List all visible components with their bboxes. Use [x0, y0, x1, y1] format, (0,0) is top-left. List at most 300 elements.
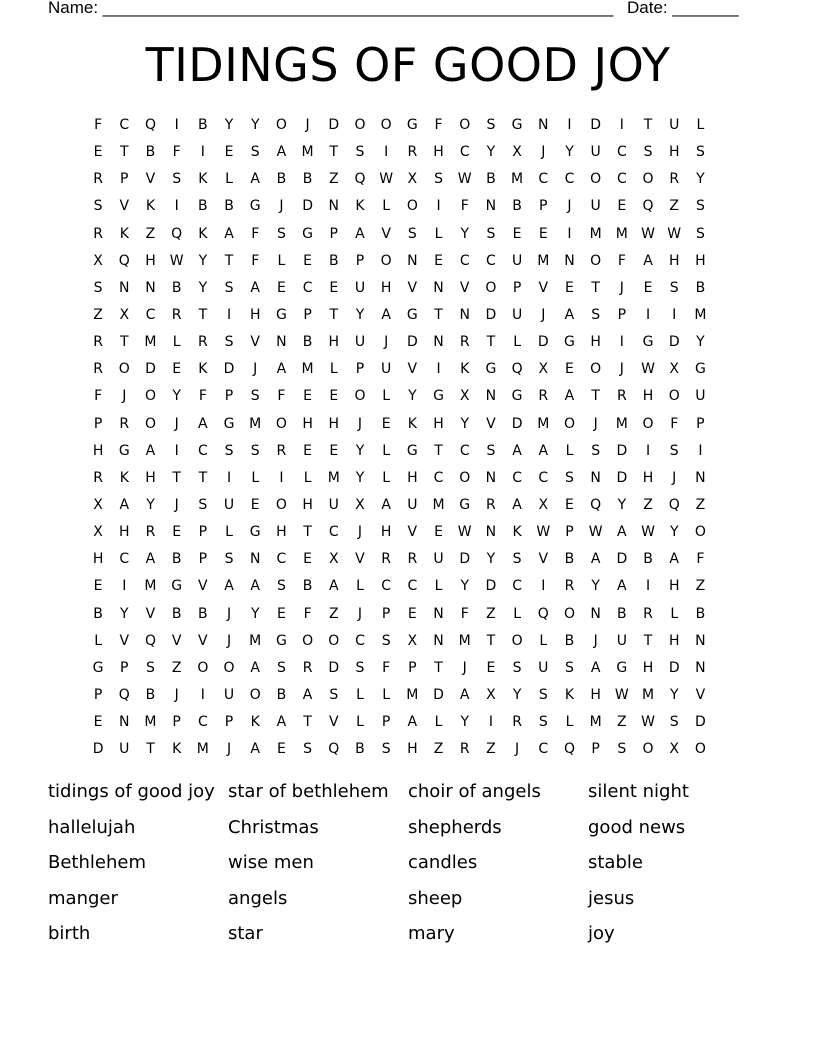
grid-cell[interactable]: O — [354, 117, 366, 133]
grid-cell[interactable]: S — [538, 686, 548, 703]
grid-cell[interactable]: B — [198, 117, 208, 133]
grid-cell[interactable]: W — [457, 171, 472, 188]
grid-cell[interactable]: R — [616, 388, 627, 405]
grid-cell[interactable]: Z — [328, 605, 339, 622]
grid-cell[interactable]: R — [459, 334, 470, 351]
grid-cell[interactable]: H — [92, 442, 104, 459]
grid-cell[interactable]: W — [641, 225, 655, 242]
grid-cell[interactable]: O — [642, 415, 654, 432]
grid-cell[interactable]: Z — [486, 741, 496, 758]
grid-cell[interactable]: U — [695, 388, 706, 405]
grid-cell[interactable]: X — [538, 496, 549, 513]
grid-cell[interactable]: B — [171, 279, 182, 296]
grid-cell[interactable]: G — [511, 117, 523, 133]
grid-cell[interactable]: X — [407, 171, 418, 188]
grid-cell[interactable]: S — [276, 225, 286, 242]
grid-cell[interactable]: M — [144, 578, 157, 595]
grid-cell[interactable]: N — [485, 469, 497, 486]
grid-cell[interactable]: O — [275, 117, 287, 133]
grid-cell[interactable]: L — [434, 225, 443, 242]
grid-cell[interactable]: L — [356, 686, 364, 703]
grid-cell[interactable]: B — [171, 551, 182, 568]
grid-cell[interactable]: S — [591, 442, 601, 459]
grid-cell[interactable]: T — [434, 306, 443, 323]
grid-cell[interactable]: E — [172, 361, 182, 378]
grid-cell[interactable]: L — [513, 605, 521, 622]
grid-cell[interactable]: S — [695, 198, 705, 215]
grid-cell[interactable]: N — [407, 252, 418, 269]
grid-cell[interactable]: Z — [486, 605, 496, 622]
grid-cell[interactable]: C — [459, 252, 470, 269]
grid-cell[interactable]: Y — [355, 469, 365, 486]
grid-cell[interactable]: E — [565, 496, 574, 513]
grid-cell[interactable]: T — [198, 306, 208, 323]
grid-cell[interactable]: A — [512, 442, 522, 459]
grid-cell[interactable]: S — [643, 144, 653, 161]
grid-cell[interactable]: F — [198, 388, 207, 405]
grid-cell[interactable]: V — [355, 551, 365, 568]
grid-cell[interactable]: L — [277, 252, 286, 269]
grid-cell[interactable]: I — [226, 306, 232, 323]
grid-cell[interactable]: Z — [93, 306, 103, 323]
grid-cell[interactable]: I — [698, 442, 703, 459]
grid-cell[interactable]: E — [565, 279, 574, 296]
grid-cell[interactable]: G — [406, 306, 418, 323]
grid-cell[interactable]: E — [303, 551, 313, 568]
grid-cell[interactable]: E — [276, 279, 286, 296]
grid-cell[interactable]: L — [434, 714, 443, 731]
grid-cell[interactable]: C — [328, 524, 339, 541]
grid-cell[interactable]: Z — [617, 714, 627, 731]
grid-cell[interactable]: U — [590, 144, 601, 161]
grid-cell[interactable]: O — [197, 659, 209, 676]
grid-cell[interactable]: G — [694, 361, 706, 378]
grid-cell[interactable]: J — [226, 605, 232, 622]
grid-cell[interactable]: A — [302, 686, 313, 703]
grid-cell[interactable]: C — [119, 551, 130, 568]
grid-cell[interactable]: H — [590, 686, 601, 703]
grid-cell[interactable]: O — [275, 415, 287, 432]
grid-cell[interactable]: T — [486, 334, 496, 351]
grid-cell[interactable]: T — [329, 144, 339, 161]
grid-cell[interactable]: H — [668, 632, 680, 649]
grid-cell[interactable]: Y — [460, 714, 469, 731]
grid-cell[interactable]: E — [303, 388, 313, 405]
grid-cell[interactable]: J — [462, 659, 467, 676]
grid-cell[interactable]: G — [92, 659, 104, 676]
grid-cell[interactable]: G — [302, 225, 314, 242]
grid-cell[interactable]: N — [695, 632, 706, 649]
grid-cell[interactable]: S — [224, 334, 234, 351]
grid-cell[interactable]: B — [617, 605, 627, 622]
grid-cell[interactable]: G — [171, 578, 183, 595]
grid-cell[interactable]: B — [355, 741, 365, 758]
grid-cell[interactable]: I — [122, 578, 127, 595]
grid-cell[interactable]: S — [669, 442, 679, 459]
grid-cell[interactable]: Z — [643, 496, 653, 513]
grid-cell[interactable]: J — [619, 279, 624, 296]
grid-cell[interactable]: F — [617, 252, 626, 269]
grid-cell[interactable]: Q — [144, 117, 156, 133]
grid-cell[interactable]: Q — [118, 686, 130, 703]
grid-cell[interactable]: E — [303, 442, 313, 459]
grid-cell[interactable]: A — [224, 578, 234, 595]
grid-cell[interactable]: N — [433, 279, 444, 296]
grid-cell[interactable]: A — [590, 659, 601, 676]
grid-cell[interactable]: J — [619, 361, 624, 378]
grid-cell[interactable]: O — [642, 171, 654, 188]
grid-cell[interactable]: A — [198, 415, 208, 432]
grid-cell[interactable]: M — [432, 496, 445, 513]
grid-cell[interactable]: Y — [565, 144, 574, 161]
grid-cell[interactable]: M — [615, 225, 628, 242]
grid-cell[interactable]: B — [171, 605, 182, 622]
grid-cell[interactable]: B — [302, 334, 313, 351]
grid-cell[interactable]: G — [118, 442, 130, 459]
grid-cell[interactable]: A — [276, 144, 287, 161]
grid-cell[interactable]: S — [381, 632, 391, 649]
grid-cell[interactable]: I — [567, 225, 572, 242]
grid-cell[interactable]: S — [250, 388, 260, 405]
grid-cell[interactable]: X — [119, 306, 130, 323]
grid-cell[interactable]: R — [381, 551, 392, 568]
grid-cell[interactable]: I — [541, 578, 546, 595]
grid-cell[interactable]: F — [251, 225, 260, 242]
grid-cell[interactable]: Y — [146, 496, 155, 513]
grid-cell[interactable]: O — [694, 741, 706, 758]
grid-cell[interactable]: B — [276, 171, 287, 188]
grid-cell[interactable]: H — [433, 415, 444, 432]
grid-cell[interactable]: S — [329, 686, 339, 703]
grid-cell[interactable]: A — [512, 496, 522, 513]
grid-cell[interactable]: X — [93, 524, 103, 541]
grid-cell[interactable]: Y — [591, 578, 600, 595]
grid-cell[interactable]: G — [249, 198, 261, 215]
grid-cell[interactable]: R — [669, 171, 680, 188]
grid-cell[interactable]: B — [145, 144, 156, 161]
grid-cell[interactable]: X — [407, 632, 418, 649]
grid-cell[interactable]: E — [329, 442, 339, 459]
grid-cell[interactable]: H — [668, 578, 680, 595]
grid-cell[interactable]: D — [485, 578, 497, 595]
grid-cell[interactable]: I — [645, 442, 651, 459]
grid-cell[interactable]: E — [329, 279, 339, 296]
grid-cell[interactable]: J — [253, 361, 258, 378]
grid-cell[interactable]: A — [250, 279, 260, 296]
grid-cell[interactable]: U — [119, 741, 130, 758]
grid-cell[interactable]: A — [145, 442, 156, 459]
grid-cell[interactable]: M — [641, 686, 655, 703]
grid-cell[interactable]: F — [696, 551, 705, 568]
grid-cell[interactable]: N — [538, 117, 549, 133]
grid-cell[interactable]: U — [223, 496, 235, 513]
grid-cell[interactable]: A — [145, 551, 156, 568]
grid-cell[interactable]: H — [92, 551, 104, 568]
grid-cell[interactable]: P — [591, 741, 600, 758]
grid-cell[interactable]: S — [146, 659, 155, 676]
grid-cell[interactable]: N — [276, 334, 287, 351]
grid-cell[interactable]: P — [355, 252, 365, 269]
grid-cell[interactable]: T — [329, 306, 339, 323]
grid-cell[interactable]: R — [93, 334, 103, 351]
grid-cell[interactable]: B — [224, 198, 234, 215]
grid-cell[interactable]: M — [249, 632, 262, 649]
grid-cell[interactable]: N — [695, 659, 706, 676]
grid-cell[interactable]: S — [250, 144, 260, 161]
grid-cell[interactable]: B — [198, 605, 208, 622]
grid-cell[interactable]: D — [406, 334, 418, 351]
grid-cell[interactable]: P — [381, 605, 391, 622]
grid-cell[interactable]: K — [355, 198, 365, 215]
grid-cell[interactable]: C — [407, 578, 418, 595]
grid-cell[interactable]: H — [668, 144, 680, 161]
grid-cell[interactable]: Y — [355, 306, 365, 323]
grid-cell[interactable]: Q — [668, 496, 680, 513]
grid-cell[interactable]: I — [174, 117, 179, 133]
grid-cell[interactable]: N — [590, 469, 601, 486]
grid-cell[interactable]: R — [407, 551, 418, 568]
grid-cell[interactable]: J — [541, 144, 546, 161]
grid-cell[interactable]: D — [328, 659, 340, 676]
grid-cell[interactable]: T — [303, 524, 312, 541]
grid-cell[interactable]: U — [616, 632, 627, 649]
grid-cell[interactable]: A — [355, 225, 365, 242]
grid-cell[interactable]: J — [357, 605, 363, 622]
grid-cell[interactable]: P — [120, 171, 129, 188]
grid-cell[interactable]: A — [250, 741, 260, 758]
grid-cell[interactable]: H — [119, 524, 130, 541]
grid-cell[interactable]: V — [459, 279, 470, 296]
grid-cell[interactable]: A — [538, 442, 549, 459]
grid-cell[interactable]: Y — [460, 415, 469, 432]
grid-cell[interactable]: O — [144, 388, 156, 405]
grid-cell[interactable]: A — [564, 306, 575, 323]
grid-cell[interactable]: X — [355, 496, 365, 513]
grid-cell[interactable]: P — [329, 225, 338, 242]
grid-cell[interactable]: M — [144, 334, 157, 351]
grid-cell[interactable]: F — [460, 198, 469, 215]
grid-cell[interactable]: P — [512, 279, 522, 296]
grid-cell[interactable]: L — [382, 442, 391, 459]
grid-cell[interactable]: B — [302, 578, 313, 595]
grid-cell[interactable]: Z — [695, 578, 706, 595]
grid-cell[interactable]: E — [407, 605, 417, 622]
grid-cell[interactable]: N — [695, 469, 706, 486]
grid-cell[interactable]: W — [588, 524, 603, 541]
grid-cell[interactable]: O — [249, 686, 261, 703]
grid-cell[interactable]: I — [436, 198, 441, 215]
grid-cell[interactable]: E — [93, 144, 103, 161]
grid-cell[interactable]: X — [512, 144, 522, 161]
grid-cell[interactable]: D — [223, 361, 235, 378]
grid-cell[interactable]: O — [275, 496, 287, 513]
grid-cell[interactable]: S — [695, 225, 705, 242]
grid-cell[interactable]: J — [515, 741, 520, 758]
grid-cell[interactable]: W — [614, 686, 629, 703]
grid-cell[interactable]: R — [512, 714, 522, 731]
grid-cell[interactable]: G — [511, 388, 523, 405]
grid-cell[interactable]: I — [279, 469, 284, 486]
grid-cell[interactable]: I — [436, 361, 441, 378]
grid-cell[interactable]: Z — [695, 496, 706, 513]
grid-cell[interactable]: B — [695, 279, 706, 296]
grid-cell[interactable]: V — [538, 551, 549, 568]
grid-cell[interactable]: S — [224, 279, 234, 296]
grid-cell[interactable]: V — [381, 225, 391, 242]
grid-cell[interactable]: F — [434, 117, 443, 133]
name-field[interactable]: Name: ______________________________________________________ — [48, 0, 614, 17]
grid-cell[interactable]: O — [485, 279, 497, 296]
grid-cell[interactable]: U — [590, 198, 601, 215]
grid-cell[interactable]: O — [223, 659, 235, 676]
grid-cell[interactable]: N — [485, 198, 497, 215]
grid-cell[interactable]: I — [645, 578, 651, 595]
grid-cell[interactable]: L — [172, 334, 181, 351]
grid-cell[interactable]: K — [198, 361, 208, 378]
grid-cell[interactable]: T — [434, 659, 443, 676]
grid-cell[interactable]: N — [590, 605, 601, 622]
grid-cell[interactable]: S — [381, 741, 391, 758]
grid-cell[interactable]: R — [276, 442, 287, 459]
grid-cell[interactable]: O — [694, 524, 706, 541]
grid-cell[interactable]: U — [433, 551, 444, 568]
grid-cell[interactable]: G — [275, 306, 287, 323]
grid-cell[interactable]: Y — [617, 496, 627, 513]
grid-cell[interactable]: Y — [669, 524, 679, 541]
grid-cell[interactable]: G — [616, 659, 628, 676]
grid-cell[interactable]: R — [171, 306, 182, 323]
grid-cell[interactable]: C — [616, 171, 627, 188]
grid-cell[interactable]: H — [433, 144, 444, 161]
grid-cell[interactable]: R — [564, 578, 575, 595]
grid-cell[interactable]: S — [695, 144, 705, 161]
grid-cell[interactable]: K — [407, 415, 417, 432]
grid-cell[interactable]: E — [93, 578, 103, 595]
grid-cell[interactable]: T — [486, 632, 496, 649]
grid-cell[interactable]: K — [198, 171, 208, 188]
grid-cell[interactable]: L — [94, 632, 102, 649]
grid-cell[interactable]: R — [302, 659, 313, 676]
grid-cell[interactable]: H — [302, 496, 313, 513]
grid-cell[interactable]: O — [590, 361, 602, 378]
grid-cell[interactable]: L — [382, 686, 391, 703]
grid-cell[interactable]: P — [224, 388, 234, 405]
grid-cell[interactable]: V — [486, 415, 496, 432]
grid-cell[interactable]: V — [407, 361, 418, 378]
grid-cell[interactable]: A — [250, 659, 260, 676]
grid-cell[interactable]: U — [511, 306, 523, 323]
grid-cell[interactable]: B — [328, 252, 339, 269]
grid-cell[interactable]: K — [119, 225, 129, 242]
grid-cell[interactable]: H — [328, 334, 340, 351]
grid-cell[interactable]: P — [224, 714, 234, 731]
grid-cell[interactable]: O — [459, 117, 471, 133]
grid-cell[interactable]: W — [169, 252, 184, 269]
grid-cell[interactable]: I — [200, 686, 205, 703]
grid-cell[interactable]: C — [486, 252, 496, 269]
grid-cell[interactable]: S — [303, 741, 313, 758]
grid-cell[interactable]: K — [119, 469, 129, 486]
grid-cell[interactable]: I — [619, 117, 624, 133]
grid-cell[interactable]: I — [619, 334, 624, 351]
grid-cell[interactable]: D — [590, 117, 602, 133]
grid-cell[interactable]: E — [93, 714, 103, 731]
grid-cell[interactable]: H — [276, 524, 287, 541]
grid-cell[interactable]: V — [250, 334, 260, 351]
grid-cell[interactable]: D — [485, 306, 497, 323]
grid-cell[interactable]: J — [279, 198, 284, 215]
grid-cell[interactable]: E — [172, 524, 182, 541]
grid-cell[interactable]: O — [590, 252, 602, 269]
grid-cell[interactable]: Q — [144, 632, 156, 649]
grid-cell[interactable]: U — [328, 496, 339, 513]
grid-cell[interactable]: X — [328, 551, 339, 568]
grid-cell[interactable]: E — [303, 252, 313, 269]
date-field[interactable]: Date: _______ — [627, 0, 739, 17]
grid-cell[interactable]: C — [564, 171, 575, 188]
grid-cell[interactable]: G — [564, 334, 575, 351]
grid-cell[interactable]: N — [433, 632, 444, 649]
grid-cell[interactable]: Q — [328, 741, 340, 758]
grid-cell[interactable]: R — [145, 524, 156, 541]
grid-cell[interactable]: C — [616, 144, 627, 161]
grid-cell[interactable]: D — [459, 551, 471, 568]
grid-cell[interactable]: T — [120, 144, 129, 161]
grid-cell[interactable]: D — [668, 334, 680, 351]
grid-cell[interactable]: L — [565, 442, 574, 459]
grid-cell[interactable]: C — [459, 144, 470, 161]
grid-cell[interactable]: S — [93, 198, 103, 215]
grid-cell[interactable]: H — [668, 252, 680, 269]
grid-cell[interactable]: X — [486, 686, 496, 703]
grid-cell[interactable]: O — [380, 117, 392, 133]
grid-cell[interactable]: M — [589, 714, 602, 731]
grid-cell[interactable]: J — [357, 415, 363, 432]
grid-cell[interactable]: I — [226, 469, 232, 486]
grid-cell[interactable]: N — [459, 306, 470, 323]
grid-cell[interactable]: Q — [537, 605, 549, 622]
grid-cell[interactable]: D — [433, 686, 444, 703]
grid-cell[interactable]: K — [198, 225, 208, 242]
grid-cell[interactable]: A — [276, 361, 287, 378]
grid-cell[interactable]: V — [407, 524, 418, 541]
grid-cell[interactable]: O — [668, 388, 680, 405]
grid-cell[interactable]: T — [643, 117, 653, 133]
grid-cell[interactable]: G — [406, 117, 418, 133]
grid-cell[interactable]: S — [434, 171, 443, 188]
grid-cell[interactable]: L — [356, 578, 364, 595]
grid-cell[interactable]: S — [407, 225, 417, 242]
grid-cell[interactable]: M — [589, 225, 602, 242]
grid-cell[interactable]: L — [565, 714, 574, 731]
grid-cell[interactable]: W — [667, 225, 682, 242]
grid-cell[interactable]: G — [433, 388, 444, 405]
grid-cell[interactable]: M — [458, 632, 471, 649]
grid-cell[interactable]: I — [200, 144, 205, 161]
grid-cell[interactable]: V — [145, 171, 156, 188]
grid-cell[interactable]: B — [564, 551, 575, 568]
grid-cell[interactable]: E — [486, 659, 496, 676]
grid-cell[interactable]: T — [643, 632, 653, 649]
grid-cell[interactable]: C — [538, 741, 549, 758]
grid-cell[interactable]: I — [567, 117, 572, 133]
grid-cell[interactable]: Y — [669, 686, 679, 703]
grid-cell[interactable]: B — [643, 551, 653, 568]
grid-cell[interactable]: P — [696, 415, 705, 432]
grid-cell[interactable]: S — [198, 496, 208, 513]
grid-cell[interactable]: A — [381, 306, 391, 323]
grid-cell[interactable]: M — [327, 469, 340, 486]
